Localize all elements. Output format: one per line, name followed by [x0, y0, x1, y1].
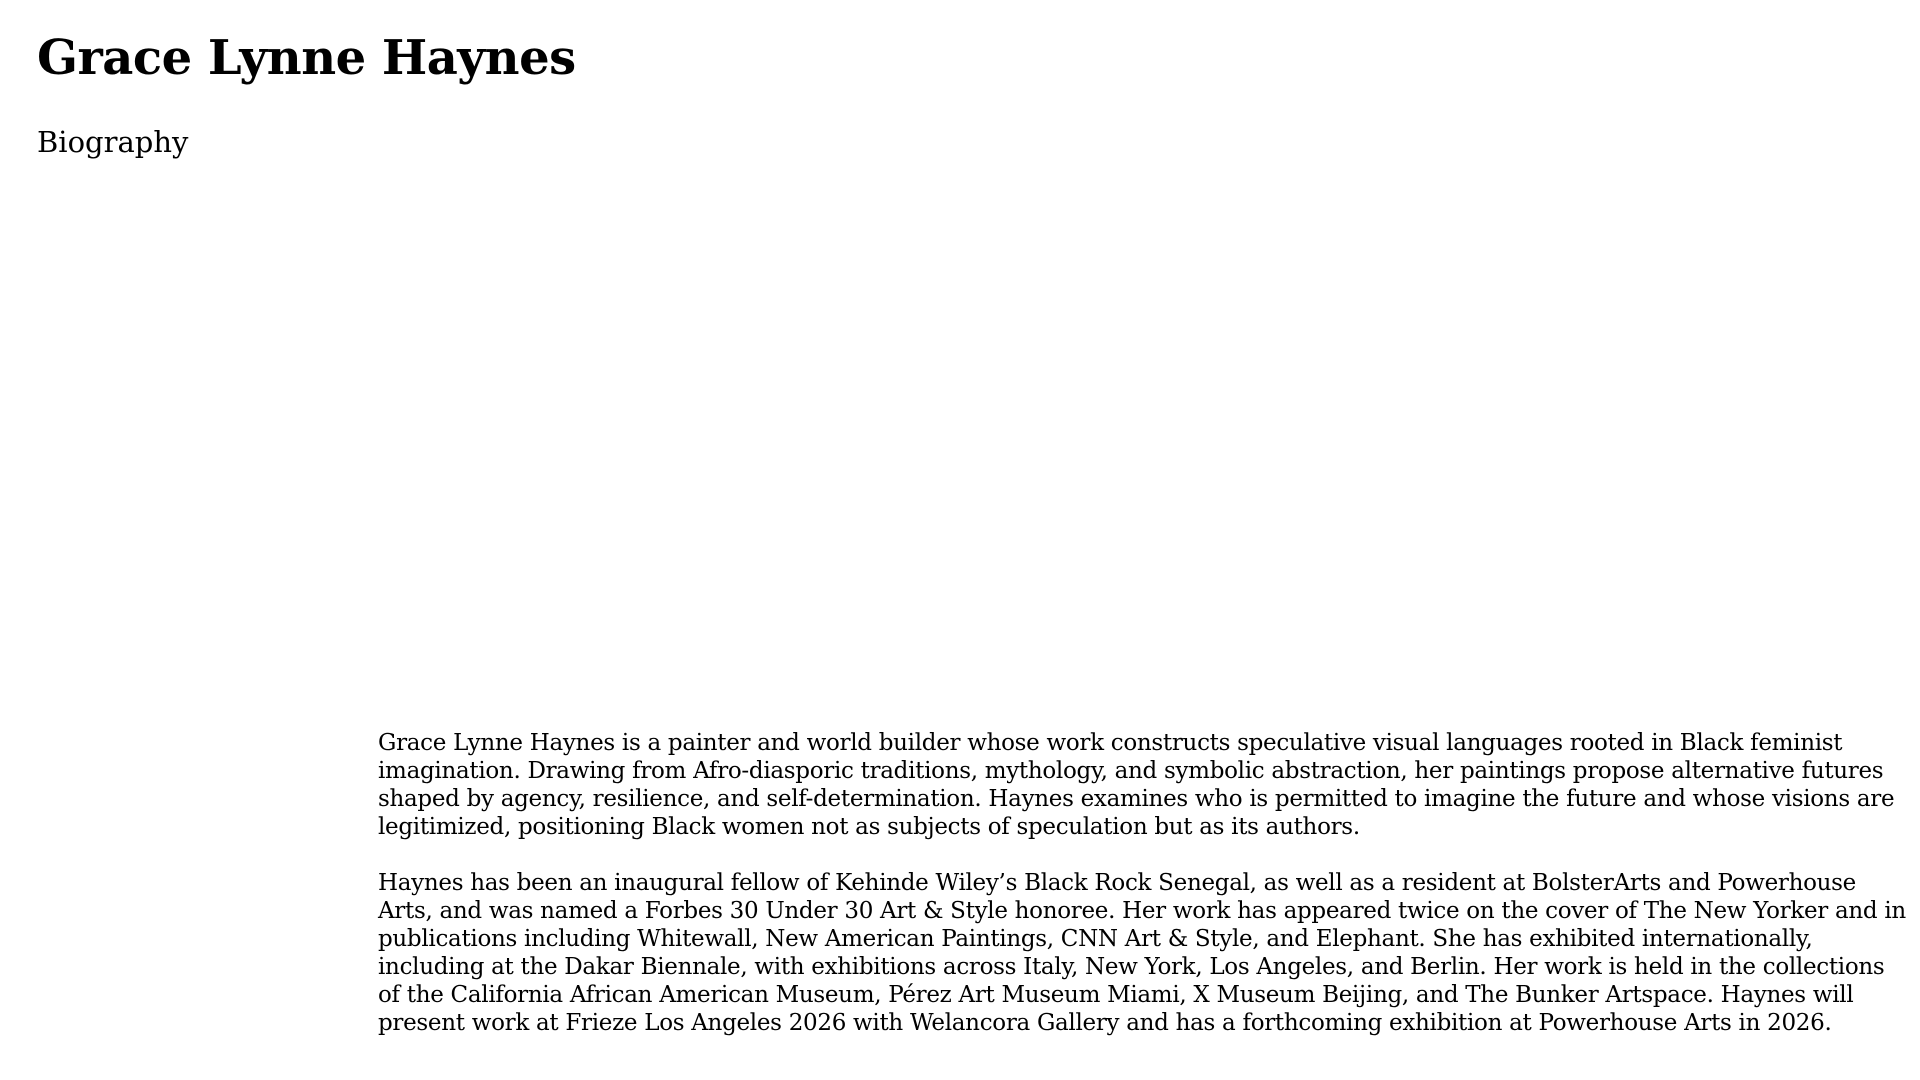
biography-paragraph-1: Grace Lynne Haynes is a painter and world builder whose work constructs speculative visual languages rooted in Black feminist imagination. Drawing from Afro-diasporic traditions, mythology, and symbolic abstraction, her paintings propose alternative futures shaped by agency, resilience, and self-determination. Haynes examines who is permitted to imagine the future and whose visions are legitimized, positioning Black women not as subjects of speculation but as its authors.	[378, 730, 1895, 840]
biography-text	[378, 729, 1908, 1065]
section-heading-biography: Biography	[37, 125, 189, 159]
biography-paragraph-2: Haynes has been an inaugural fellow of Kehinde Wiley’s Black Rock Senegal, as well as a resident at BolsterArts and Powerhouse Arts, and was named a Forbes 30 Under 30 Art & Style honoree. Her work has appeared twice on the cover of The New Yorker and in publications including Whitewall, New American Paintings, CNN Art & Style, and Elephant. She has exhibited internationally, including at the Dakar Biennale, with exhibitions across Italy, New York, Los Angeles, and Berlin. Her work is held in the collections of the California African American Museum, Pérez Art Museum Miami, X Museum Beijing, and The Bunker Artspace. Haynes will present work at Frieze Los Angeles 2026 with Welancora Gallery and has a forthcoming exhibition at Powerhouse Arts in 2026.	[378, 870, 1906, 1036]
page-title: Grace Lynne Haynes	[37, 30, 576, 86]
